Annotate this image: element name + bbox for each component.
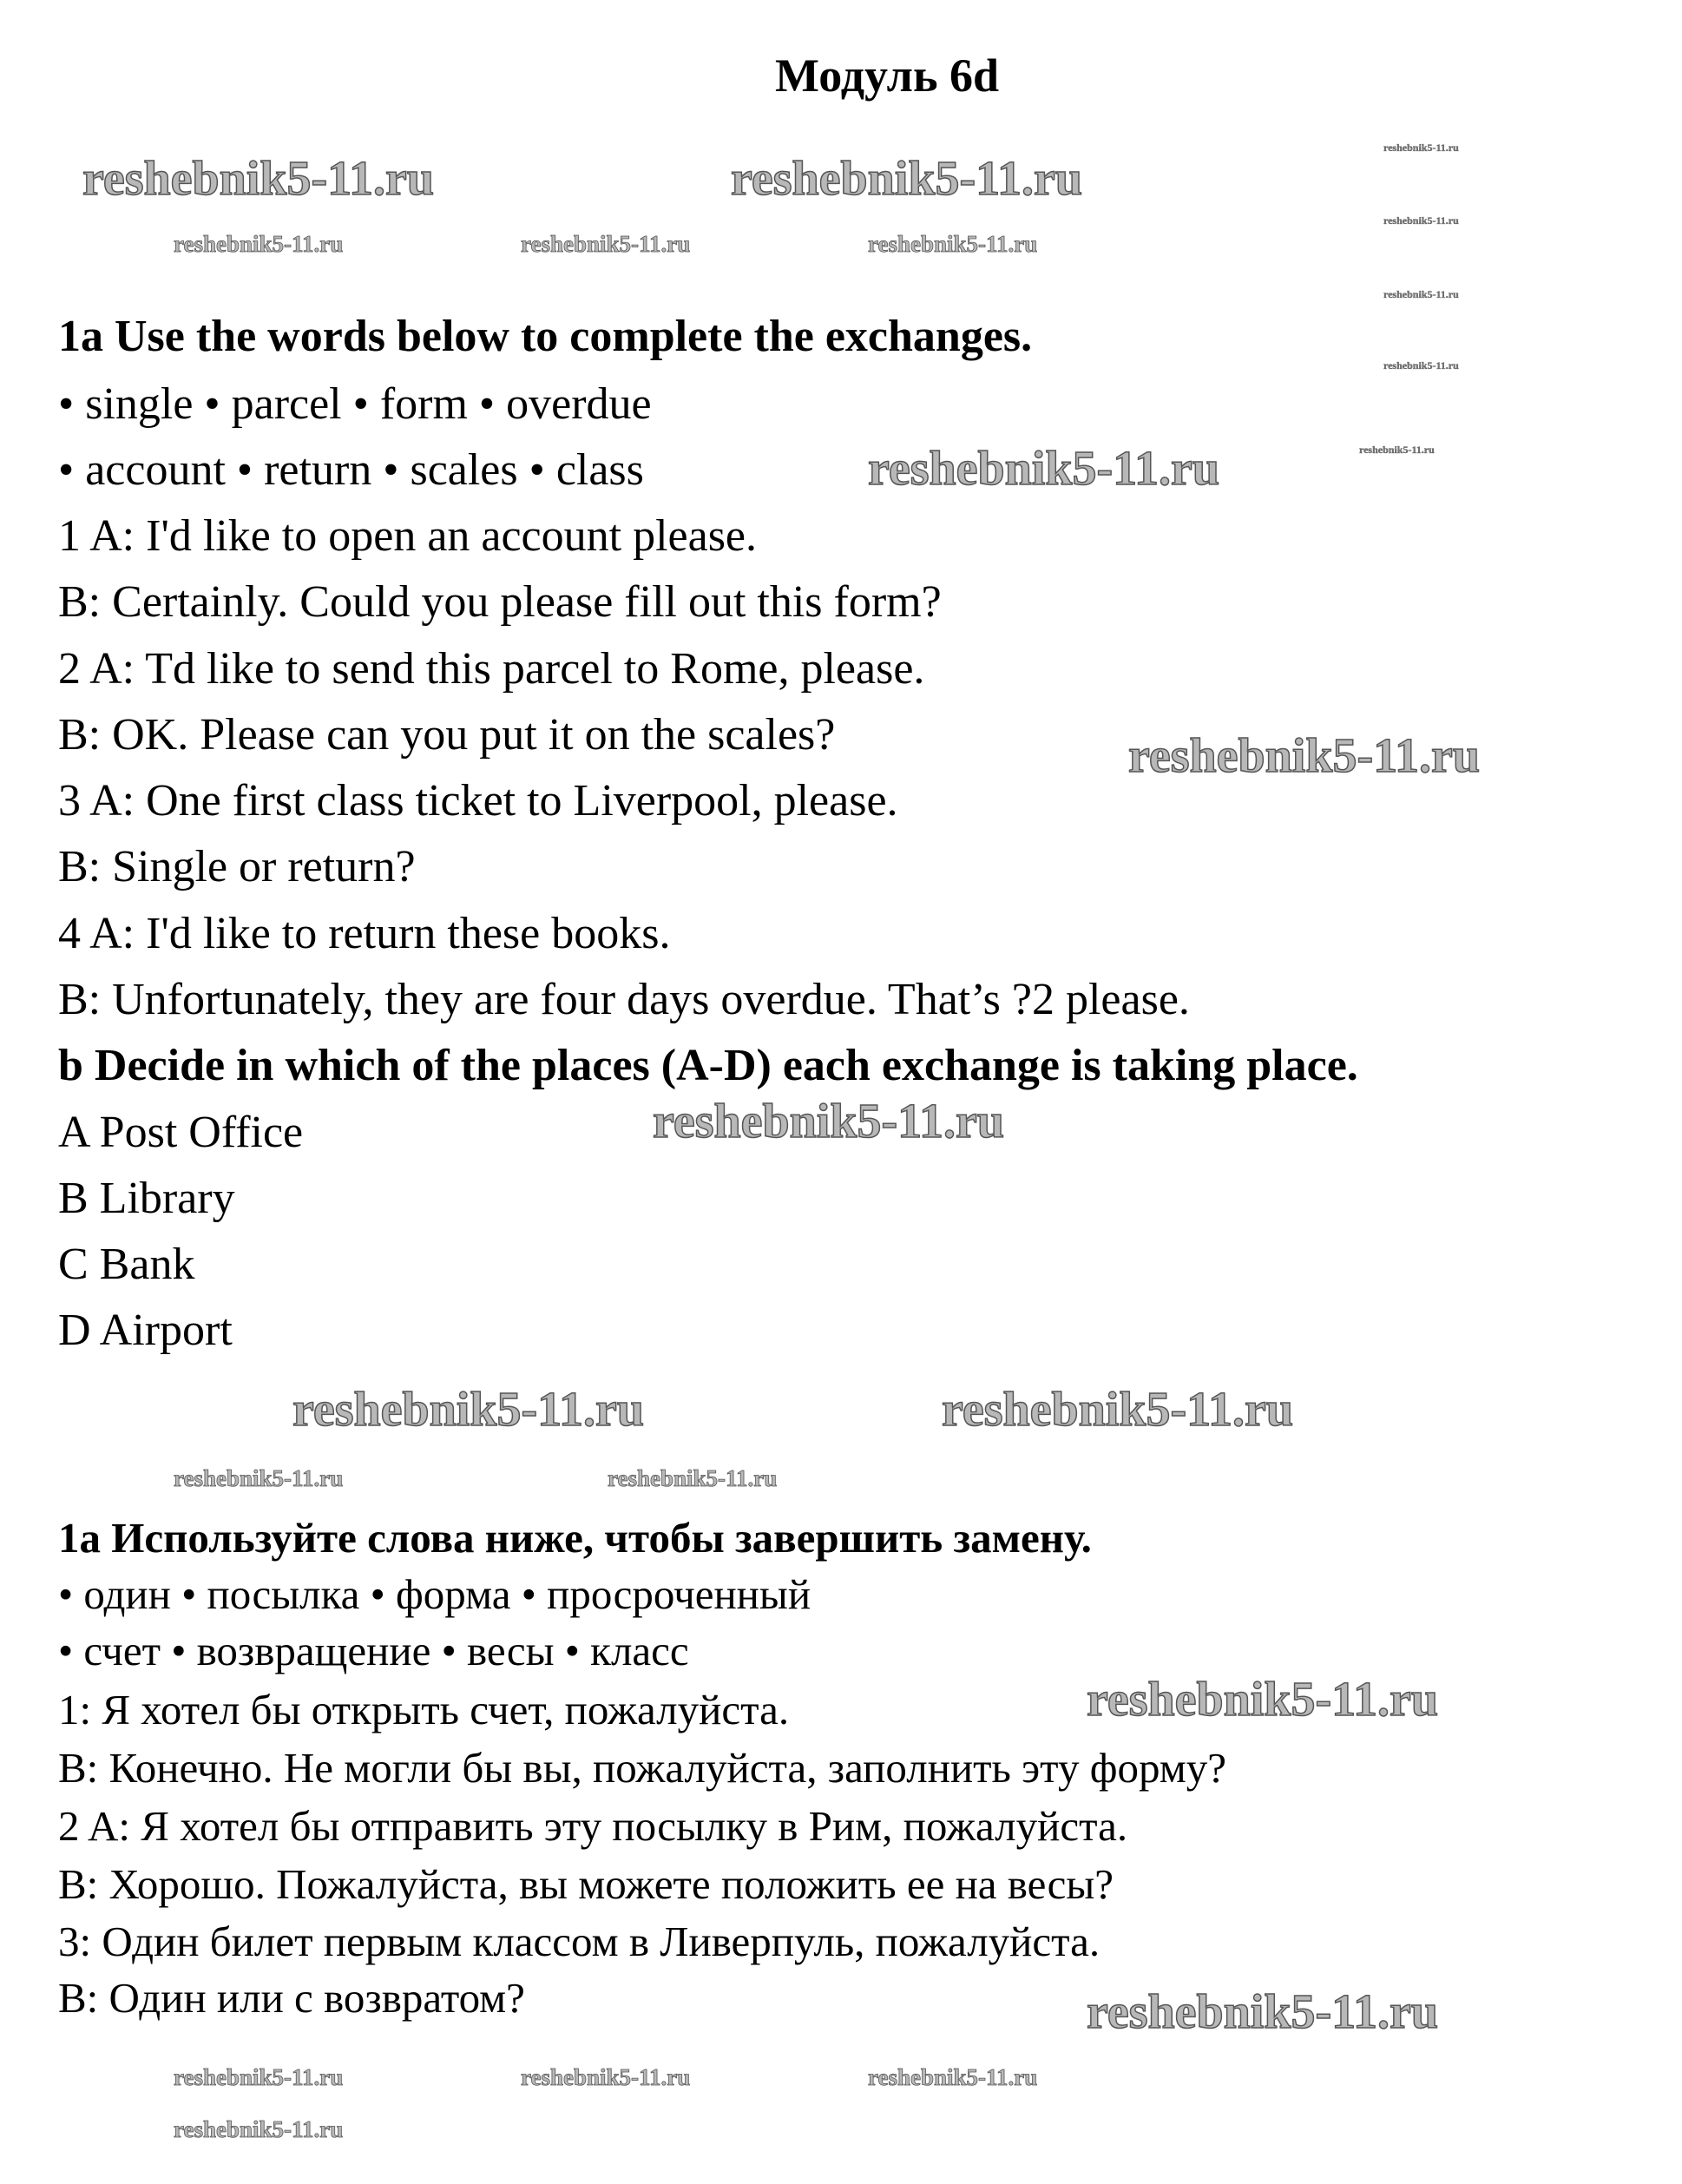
watermark: reshebnik5-11.ru — [1359, 444, 1435, 456]
watermark: reshebnik5-11.ru — [174, 1465, 344, 1491]
dialogue-line: 3 A: One first class ticket to Liverpool, please. — [58, 776, 898, 826]
watermark: reshebnik5-11.ru — [942, 1383, 1294, 1437]
watermark: reshebnik5-11.ru — [1383, 214, 1459, 227]
watermark: reshebnik5-11.ru — [653, 1095, 1005, 1148]
watermark: reshebnik5-11.ru — [868, 231, 1038, 257]
dialogue-line: 4 A: I'd like to return these books. — [58, 909, 671, 958]
watermark: reshebnik5-11.ru — [521, 2064, 691, 2090]
place-option: C Bank — [58, 1240, 195, 1289]
exercise-1b-heading: b Decide in which of the places (A-D) each exchange is taking place. — [58, 1041, 1358, 1090]
word-list-line-2: • account • return • scales • class — [58, 445, 644, 495]
watermark: reshebnik5-11.ru — [868, 2064, 1038, 2090]
russian-dialogue-line: B: Конечно. Не могли бы вы, пожалуйста, заполнить эту форму? — [58, 1744, 1226, 1792]
watermark: reshebnik5-11.ru — [1128, 729, 1481, 783]
watermark: reshebnik5-11.ru — [608, 1465, 778, 1491]
watermark: reshebnik5-11.ru — [521, 231, 691, 257]
page-title: Модуль 6d — [775, 49, 1000, 102]
dialogue-line: B: OK. Please can you put it on the scales? — [58, 710, 836, 760]
watermark: reshebnik5-11.ru — [731, 152, 1083, 206]
place-option: B Library — [58, 1174, 235, 1223]
russian-word-list-line-1: • один • посылка • форма • просроченный — [58, 1570, 811, 1618]
watermark: reshebnik5-11.ru — [82, 152, 435, 206]
watermark: reshebnik5-11.ru — [868, 442, 1220, 496]
dialogue-line: B: Single or return? — [58, 842, 416, 891]
dialogue-line: B: Certainly. Could you please fill out this form? — [58, 577, 942, 627]
place-option: A Post Office — [58, 1108, 304, 1157]
watermark: reshebnik5-11.ru — [174, 2064, 344, 2090]
watermark: reshebnik5-11.ru — [1087, 1985, 1439, 2039]
watermark: reshebnik5-11.ru — [1383, 359, 1459, 372]
dialogue-line: 1 A: I'd like to open an account please. — [58, 511, 758, 561]
dialogue-line: 2 A: Td like to send this parcel to Rome, please. — [58, 644, 925, 694]
dialogue-line: B: Unfortunately, they are four days overdue. That’s ?2 please. — [58, 975, 1190, 1024]
watermark: reshebnik5-11.ru — [174, 2116, 344, 2142]
russian-dialogue-line: 2 A: Я хотел бы отправить эту посылку в Рим, пожалуйста. — [58, 1802, 1128, 1850]
russian-dialogue-line: B: Один или с возвратом? — [58, 1974, 525, 2022]
russian-dialogue-line: 3: Один билет первым классом в Ливерпуль, пожалуйста. — [58, 1918, 1101, 1965]
russian-dialogue-line: 1: Я хотел бы открыть счет, пожалуйста. — [58, 1686, 790, 1733]
word-list-line-1: • single • parcel • form • overdue — [58, 379, 652, 429]
place-option: D Airport — [58, 1306, 233, 1355]
russian-dialogue-line: B: Хорошо. Пожалуйста, вы можете положить ее на весы? — [58, 1860, 1114, 1908]
russian-heading: 1a Используйте слова ниже, чтобы завершить замену. — [58, 1514, 1092, 1562]
watermark: reshebnik5-11.ru — [1383, 288, 1459, 300]
russian-word-list-line-2: • счет • возвращение • весы • класс — [58, 1627, 689, 1674]
exercise-1a-heading: 1a Use the words below to complete the exchanges. — [58, 312, 1033, 361]
watermark: reshebnik5-11.ru — [292, 1383, 645, 1437]
watermark: reshebnik5-11.ru — [1383, 141, 1459, 154]
watermark: reshebnik5-11.ru — [174, 231, 344, 257]
watermark: reshebnik5-11.ru — [1087, 1673, 1439, 1727]
